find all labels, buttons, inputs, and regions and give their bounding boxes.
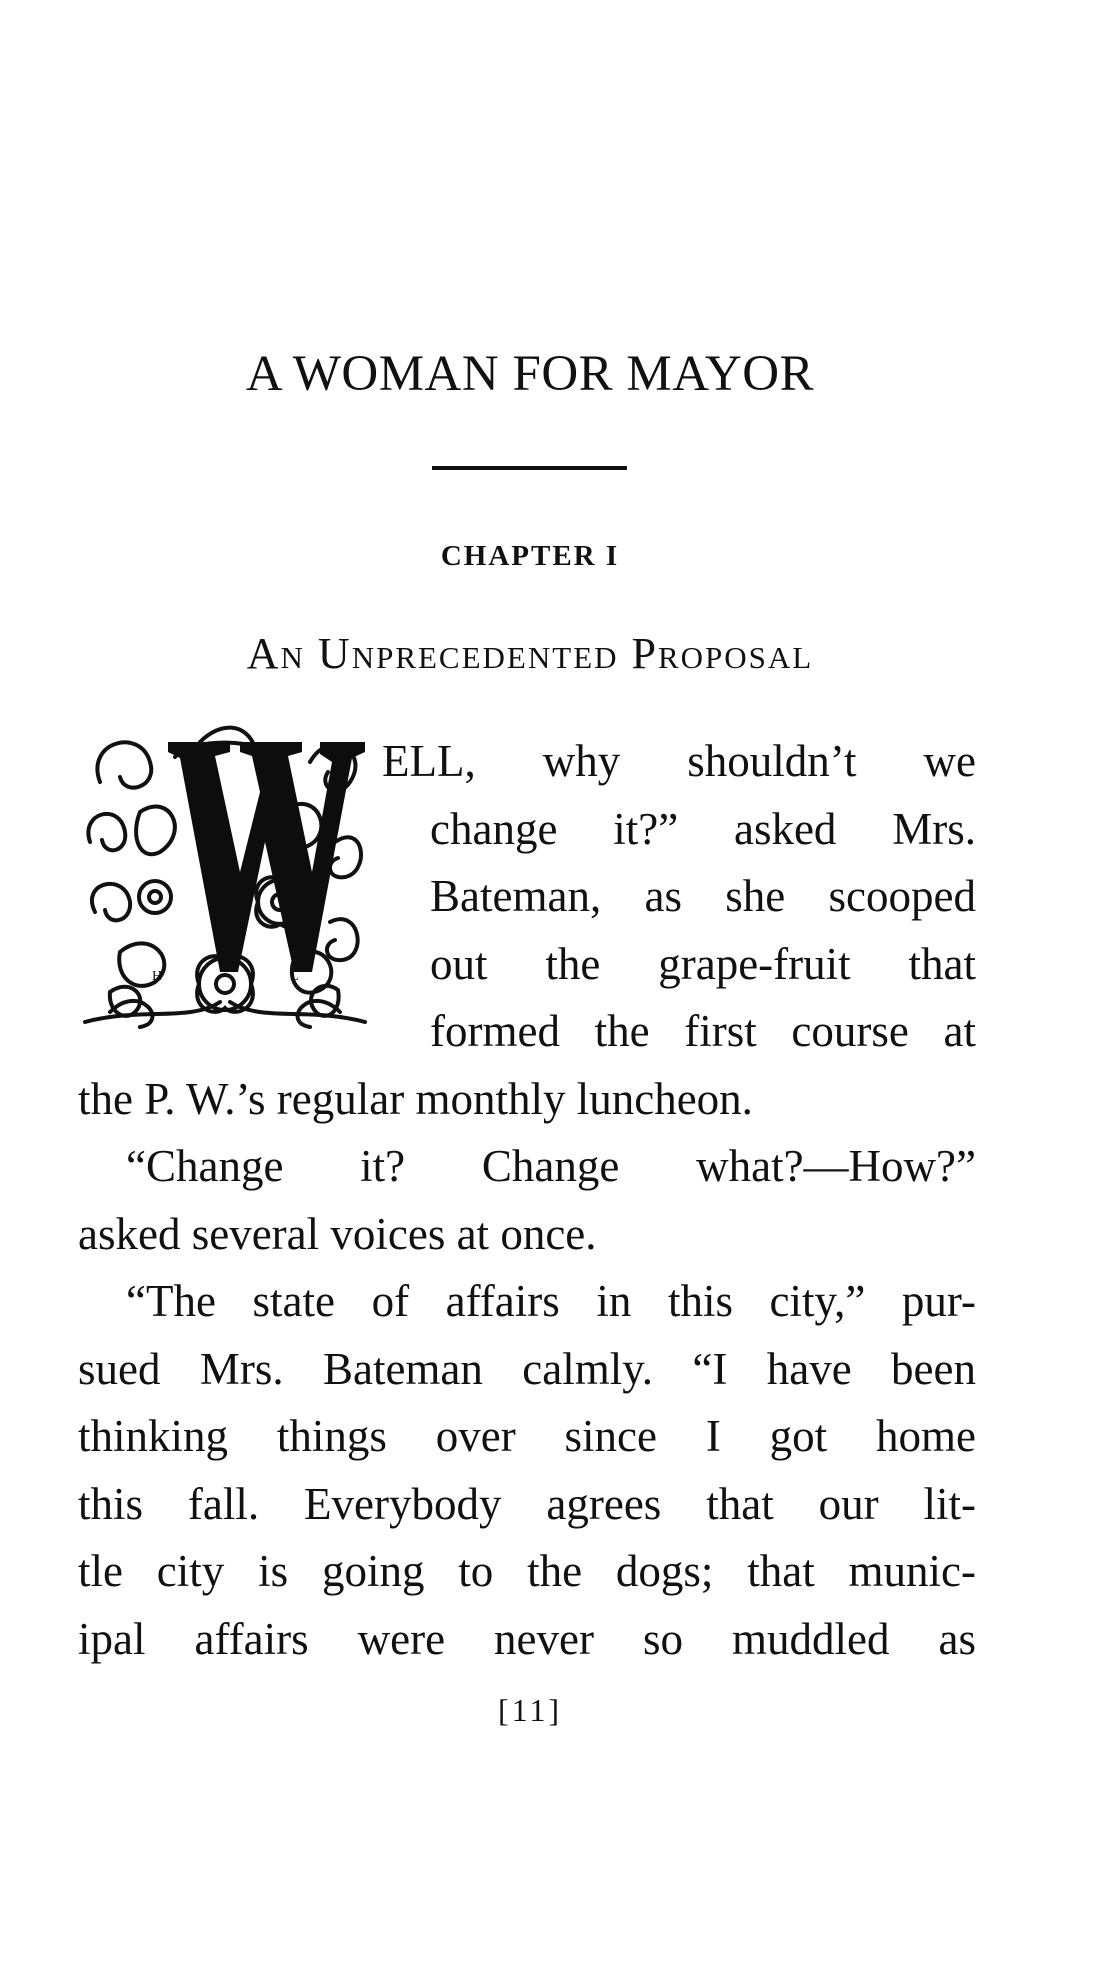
svg-text:H: H <box>152 969 163 984</box>
text-line: tle city is going to the dogs; that munic- <box>78 1546 976 1596</box>
text-line: sued Mrs. Bateman calmly. “I have been <box>78 1343 976 1394</box>
text-line: “The state of affairs in this city,” pur- <box>126 1276 976 1326</box>
text-line: asked several voices at once. <box>78 1208 597 1259</box>
svg-text:L: L <box>290 969 299 984</box>
text-line: out the grape-fruit that <box>430 938 976 989</box>
chapter-number: CHAPTER I <box>440 540 620 572</box>
text-line: ipal affairs were never so muddled as <box>78 1613 976 1664</box>
chapter-title: An Unprecedented Proposal <box>246 629 814 678</box>
chapter-body-text <box>78 728 976 1673</box>
text-line: “Change it? Change what?—How?” <box>126 1141 976 1191</box>
text-line: ELL, why shouldn’t we <box>382 736 976 786</box>
book-title: A WOMAN FOR MAYOR <box>245 346 815 402</box>
text-line: Bateman, as she scooped <box>430 871 976 921</box>
title-rule <box>432 466 627 470</box>
text-line: formed the first course at <box>430 1006 976 1056</box>
text-line: this fall. Everybody agrees that our lit- <box>78 1478 976 1529</box>
text-beside-initial <box>382 728 976 1066</box>
text-line: change it?” asked Mrs. <box>430 803 976 854</box>
text-line: thinking things over since I got home <box>78 1411 976 1461</box>
page-number: [11] <box>497 1692 563 1728</box>
text-line: the P. W.’s regular monthly luncheon. <box>78 1073 753 1124</box>
